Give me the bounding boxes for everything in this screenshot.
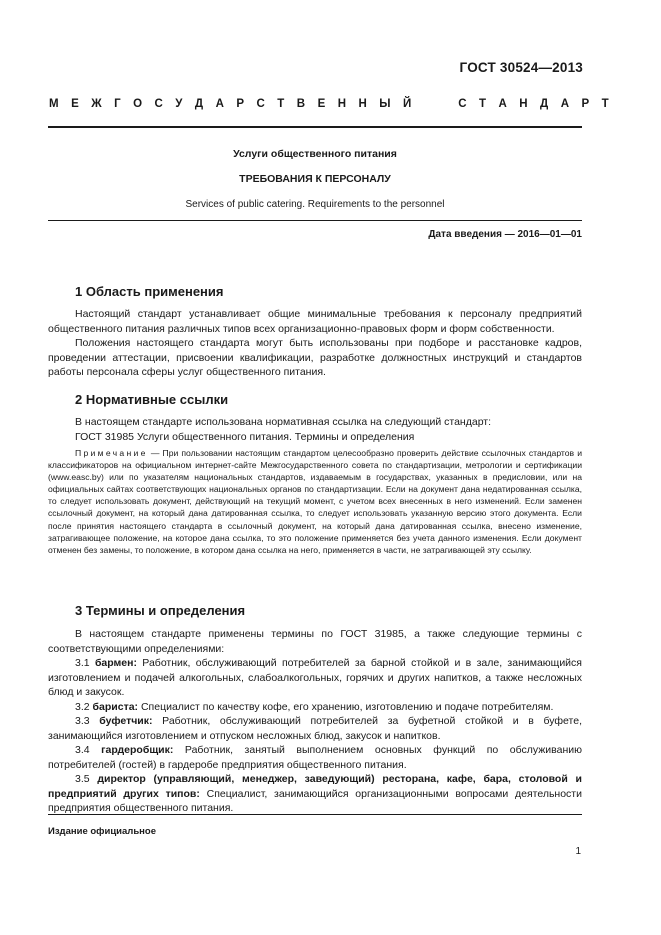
section-1-paragraph-1: Настоящий стандарт устанавливает общие минимальные требования к персоналу предприятий общественного питания различных типов всех организационно-правовых форм и форм собственности. [48, 308, 582, 335]
section-2-reference: ГОСТ 31985 Услуги общественного питания. Термины и определения [75, 430, 415, 443]
term-name: буфетчик: [99, 715, 153, 727]
banner-letter: А [560, 98, 570, 110]
term-number: 3.5 [75, 773, 90, 785]
term-number: 3.3 [75, 715, 90, 727]
english-title: Services of public catering. Requirements to the personnel [185, 199, 445, 210]
terms-list [48, 656, 582, 816]
banner-letter: С [154, 98, 163, 110]
banner-letter: Ы [379, 98, 391, 110]
banner-letter: М [49, 98, 59, 110]
term-name: директор (управляющий, менеджер, заведующий) ресторана, кафе, бара, столовой и предприятий других типов: [48, 773, 582, 800]
term-definition: Работник, занятый выполнением основных функций по обслуживанию потребителей (гостей) в гардеробе предприятия общественного питания. [48, 744, 582, 771]
banner-letter: Р [581, 98, 590, 110]
section-1-heading: 1 Область применения [75, 284, 224, 299]
term-number: 3.2 [75, 700, 90, 713]
document-title: ТРЕБОВАНИЯ К ПЕРСОНАЛУ [239, 173, 391, 185]
subject-title: Услуги общественного питания [233, 148, 397, 160]
section-3-body [48, 627, 582, 816]
banner-letter: Р [236, 98, 245, 110]
section-2-note [48, 447, 582, 556]
section-1-paragraph-2: Положения настоящего стандарта могут быть использованы при подборе и расстановке кадров, проведении аттестации, присвоении квалификации, разработке должностных инструкций и стандартов работы персонала сферы услуг общественного питания. [48, 337, 582, 378]
section-2-heading: 2 Нормативные ссылки [75, 392, 229, 407]
term-name: гардеробщик: [101, 744, 174, 756]
introduction-date: Дата введения — 2016—01—01 [428, 229, 582, 240]
term-name: бариста: [92, 700, 139, 713]
term-entry [48, 656, 582, 700]
banner-letter: Е [317, 98, 326, 110]
page-number: 1 [575, 846, 581, 857]
term-definition: Работник, обслуживающий потребителей за буфетной стойкой и в буфете, занимающийся изготовлением и отпуском несложных блюд, закусок и напитков. [48, 715, 582, 742]
standard-banner [49, 98, 609, 110]
section-3-intro: В настоящем стандарте применены термины по ГОСТ 31985, а также следующие термины с соответствующими определениями: [48, 628, 582, 655]
term-number: 3.4 [75, 744, 90, 756]
banner-letter: Е [71, 98, 79, 110]
document-code: ГОСТ 30524—2013 [459, 60, 583, 75]
term-entry [48, 772, 582, 816]
edition-label: Издание официальное [48, 826, 156, 837]
banner-letter: С [256, 98, 265, 110]
banner-letter: Т [478, 98, 487, 110]
banner-letter: Н [519, 98, 528, 110]
banner-letter: Т [277, 98, 285, 110]
banner-letter: У [175, 98, 183, 110]
section-2-body [48, 415, 582, 444]
term-entry [48, 700, 582, 715]
section-1-body [48, 307, 582, 380]
banner-letter: А [215, 98, 224, 110]
term-number: 3.1 [75, 657, 90, 669]
header-rule [48, 126, 582, 128]
section-2-paragraph-1: В настоящем стандарте использована нормативная ссылка на следующий стандарт: [75, 416, 492, 428]
term-entry [48, 743, 582, 772]
title-rule [48, 220, 582, 221]
banner-letter: Н [358, 98, 367, 110]
section-3-heading: 3 Термины и определения [75, 603, 246, 618]
banner-letter: В [296, 98, 306, 110]
banner-word-gap [424, 98, 446, 110]
term-definition: Работник, обслуживающий потребителей за барной стойкой и в зале, занимающийся изготовлением и подачей алкогольных, слабоалкогольных, горячих и других напитков, а также несложных блюд и закусок. [48, 657, 582, 698]
banner-letter: Д [194, 98, 204, 110]
banner-letter: Д [540, 98, 549, 110]
banner-letter: Ж [91, 98, 102, 110]
banner-letter: С [458, 98, 467, 110]
note-label: Примечание [75, 448, 148, 458]
banner-letter: Й [403, 98, 412, 110]
banner-letter: Т [601, 98, 609, 110]
banner-letter: А [498, 98, 507, 110]
term-entry [48, 714, 582, 743]
term-definition: Специалист, занимающийся организационными вопросами деятельности предприятия общественного питания. [48, 787, 582, 814]
footer-rule [48, 814, 582, 815]
term-name: бармен: [94, 657, 137, 669]
banner-letter: Н [337, 98, 347, 110]
term-definition: Специалист по качеству кофе, его хранению, изготовлению и подаче потребителям. [138, 700, 554, 713]
banner-letter: Г [114, 98, 121, 110]
note-text: — При пользовании настоящим стандартом целесообразно проверить действие ссылочных стандартов и классификаторов на официальном интернет-сайте Межгосударственного совета по стандартизации, метрологии и сертификации (www.easc.by) или по указателям национальных стандартов, издаваемым в государствах, указанных в предисловии, или на официальных сайтах соответствующих национальных органов по стандартизации. Если на документ дана недатированная ссылка, то следует использовать документ, действующий на текущий момент, с учетом всех внесенных в него изменений. Если заменен ссылочный документ, на который дана датированная ссылка, то следует использовать указанную версию этого документа. Если после принятия настоящего стандарта в ссылочный документ, на который дана датированная ссылка, внесено изменение, затрагивающее положение, на которое дана ссылка, то это положение применяется без учета данного изменения. Если документ отменен без замены, то положение, в котором дана ссылка на него, применяется в части, не затрагивающей эту ссылку. [48, 448, 582, 555]
banner-letter: О [133, 98, 143, 110]
